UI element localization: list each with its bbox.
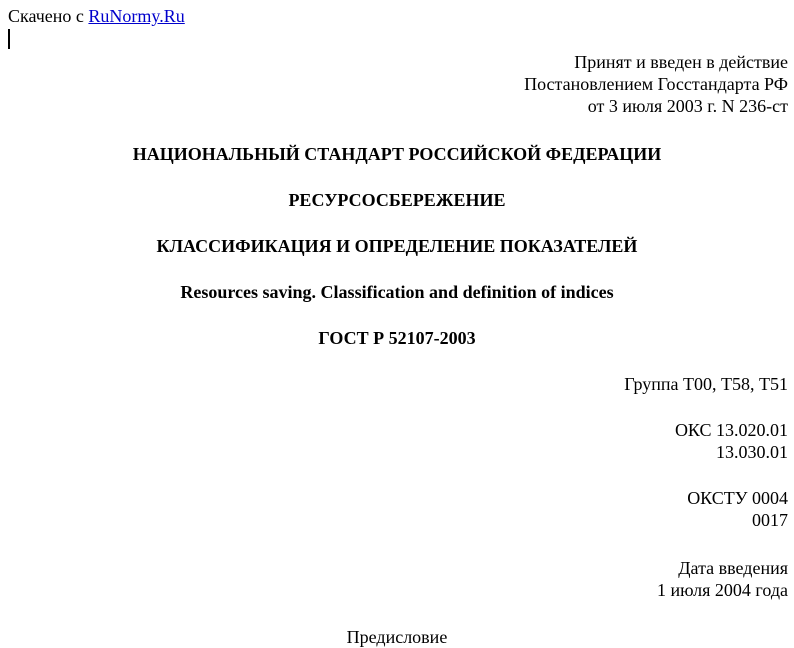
- oks-line-2: 13.030.01: [716, 442, 788, 462]
- foreword-title: Предисловие: [346, 627, 448, 647]
- text-cursor: [8, 29, 10, 49]
- okstu-line-1: ОКСТУ 0004: [687, 488, 788, 508]
- oks-line-1: ОКС 13.020.01: [674, 420, 788, 440]
- national-standard-title: НАЦИОНАЛЬНЫЙ СТАНДАРТ РОССИЙСКОЙ ФЕДЕРАЦИИ: [132, 144, 662, 164]
- source-note: [8, 5, 185, 27]
- adoption-line-1: Принят и введен в действие: [574, 52, 788, 72]
- source-link[interactable]: RuNormy.Ru: [88, 6, 185, 26]
- adoption-line-3: от 3 июля 2003 г. N 236-ст: [587, 96, 788, 116]
- okstu-line-2: 0017: [752, 510, 788, 530]
- introduction-date-block: [657, 557, 788, 601]
- oks-block: [675, 419, 788, 463]
- english-title: Resources saving. Classification and definition of indices: [180, 282, 614, 302]
- group-block: [624, 373, 788, 395]
- subject-title: РЕСУРСОСБЕРЕЖЕНИЕ: [288, 190, 506, 210]
- group-line: Группа Т00, Т58, Т51: [624, 374, 788, 394]
- source-prefix: Скачено с: [8, 6, 89, 26]
- subtitle: КЛАССИФИКАЦИЯ И ОПРЕДЕЛЕНИЕ ПОКАЗАТЕЛЕЙ: [156, 236, 638, 256]
- introduction-label: Дата введения: [678, 558, 788, 578]
- okstu-block: [687, 487, 788, 531]
- adoption-line-2: Постановлением Госстандарта РФ: [524, 74, 788, 94]
- gost-number: ГОСТ Р 52107-2003: [318, 328, 476, 348]
- adoption-block: [524, 51, 788, 117]
- introduction-date: 1 июля 2004 года: [657, 580, 788, 600]
